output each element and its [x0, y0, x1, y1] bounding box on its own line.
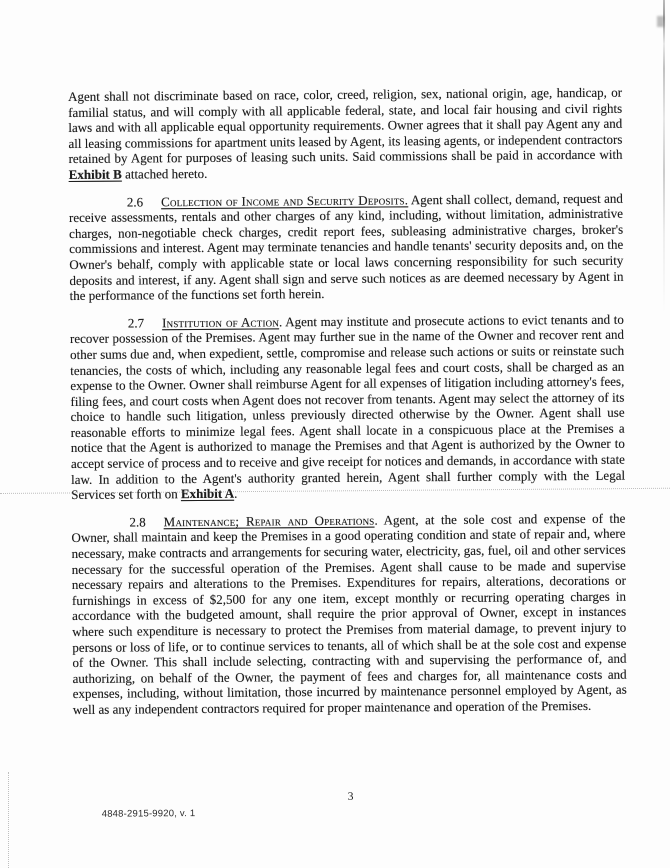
- paragraph-text: Agent shall collect, demand, request and receive assessments, rentals and other charges of any kind, including, without limitation, administrative charges, non-negotiable check charges, credit report fees, subleasing administrative charges, broker's commissions and interest. Agent may terminate tenancies and handle tenants' security deposits and, on the Owner's behalf, comply with applicable state or local laws concerning responsibility for such security deposits and interest, if any. Agent shall sign and serve such notices as are deemed necessary by Agent in the performance of the functions set forth herein.: [68, 190, 624, 304]
- exhibit-reference: Exhibit B: [68, 166, 122, 182]
- section-2-7: [70, 311, 625, 502]
- page-number: 3: [347, 790, 354, 803]
- document-id: 4848-2915-9920, v. 1: [101, 808, 196, 820]
- section-heading: Collection of Income and Security Deposits.: [161, 191, 409, 209]
- scan-artifact-left-edge-dots: [8, 772, 9, 868]
- page-content-skew-wrapper: [68, 84, 627, 820]
- paragraph-text: . Agent, at the sole cost and expense of the Owner, shall maintain and keep the Premises in a good operating condition and state of repair and, where necessary, make contracts and arrangements for securing water, electricity, gas, fuel, oil and other services necessary for the successful operation of the Premises. Agent shall cause to be made and supervise necessary repairs and alterations to the Premises. Expenditures for repairs, alterations, decorations or furnishings in excess of $2,500 for any one item, except monthly or recurring operating charges in accordance with the budgeted amount, shall require the prior approval of Owner, except in instances where such expenditure is necessary to protect the Premises from material damage, to prevent injury to persons or loss of life, or to continue services to tenants, all of which shall be at the sole cost and expense of the Owner. This shall include selecting, contracting with and supervising the performance of, and authorizing, on behalf of the Owner, the payment of fees and charges for, all maintenance costs and expenses, including, without limitation, those incurred by maintenance personnel employed by Agent, as well as any independent contractors required for proper maintenance and operation of the Premises.: [71, 510, 627, 717]
- document-body: [68, 85, 627, 718]
- paragraph-text: . Agent may institute and prosecute actions to evict tenants and to recover possession of the Premises. Agent may further sue in the name of the Owner and recover rent and other sums due and, when expedient, settle, compromise and release such actions or suits or reinstate such tenancies, the costs of which, including any reasonable legal fees and court costs, shall be charged as an expense to the Owner. Owner shall reimburse Agent for all expenses of litigation including attorney's fees, filing fees, and court costs when Agent does not recover from tenants. Agent may select the attorney of its choice to handle such litigation, unless previously directed otherwise by the Owner. Agent shall use reasonable efforts to minimize legal fees. Agent shall locate in a conspicuous place at the Premises a notice that the Agent is authorized to manage the Premises and that Agent is authorized by the Owner to accept service of process and to receive and give receipt for notices and demands, in accordance with state law. In addition to the Agent's authority granted herein, Agent shall further comply with the Legal Services set forth on: [69, 311, 626, 503]
- section-number: 2.6: [126, 193, 144, 210]
- section-2-8: [71, 510, 627, 717]
- section-heading: Maintenance; Repair and Operations: [163, 512, 375, 530]
- paragraph-continuation: [68, 85, 623, 183]
- section-number: 2.7: [127, 315, 145, 331]
- section-heading: Institution of Action: [162, 314, 280, 330]
- paragraph-text: attached hereto.: [121, 165, 208, 182]
- exhibit-reference: Exhibit A: [180, 485, 235, 502]
- section-2-6: [69, 190, 624, 304]
- section-number: 2.8: [129, 514, 146, 530]
- paragraph-text: .: [233, 485, 238, 501]
- paragraph-text: Agent shall not discriminate based on race, color, creed, religion, sex, national origin, age, handicap, or familial status, and will comply with all applicable federal, state, and local fair housing and civil rights laws and with all applicable equal opportunity requirements. Owner agrees that it shall pay Agent any and all leasing commissions for apartment units leased by Agent, its leasing agents, or independent contractors retained by Agent for purposes of leasing such units. Said commissions shall be paid in accordance with: [68, 84, 623, 167]
- scan-artifact-right-streak: [663, 0, 665, 312]
